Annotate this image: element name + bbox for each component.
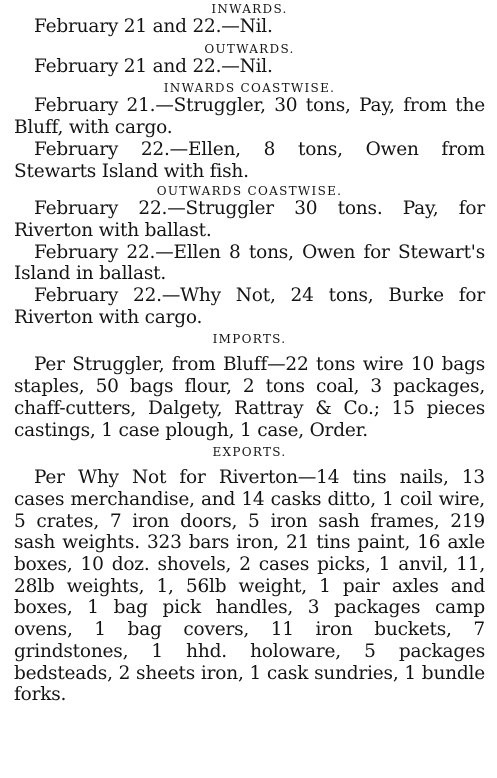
inwards-entry: February 21 and 22.—Nil. xyxy=(34,16,273,37)
inwards-coastwise-entry: February 21.—Struggler, 30 tons, Pay, from the Bluff, with cargo. xyxy=(14,95,485,139)
exports-heading: EXPORTS. xyxy=(212,445,287,460)
outwards-coastwise-entry: February 22.—Why Not, 24 tons, Burke for Riverton with cargo. xyxy=(14,285,485,328)
inwards-coastwise-heading: INWARDS COASTWISE. xyxy=(163,81,336,96)
inwards-heading: INWARDS. xyxy=(211,2,288,16)
imports-heading: IMPORTS. xyxy=(212,332,287,347)
exports-entry: Per Why Not for Riverton—14 tins nails, 13 cases merchandise, and 14 casks ditto, 1 coil wire, 5 crates, 7 iron doors, 5 iron sash frames, 219 sash weights. 323 bars iron, 21 tins paint, 16 axle boxes, 10 doz. shovels, 2 cases picks, 1 anvil, 11, 28lb weights, 1, 56lb weight, 1 pair axles and boxes, 1 bag pick handles, 3 packages camp ovens, 1 bag covers, 11 iron buckets, 7 grindstones, 1 hhd. holoware, 5 packages bedsteads, 2 sheets iron, 1 cask sundries, 1 bundle forks. xyxy=(14,467,485,706)
inwards-coastwise-entry: February 22.—Ellen, 8 tons, Owen from Stewarts Island with fish. xyxy=(14,138,485,182)
outwards-coastwise-entry: February 22.—Struggler 30 tons. Pay, for Riverton with ballast. xyxy=(14,198,485,241)
outwards-coastwise-entry: February 22.—Ellen 8 tons, Owen for Stewart's Island in ballast. xyxy=(14,241,485,285)
outwards-coastwise-heading: OUTWARDS COASTWISE. xyxy=(156,184,343,199)
imports-entry: Per Struggler, from Bluff—22 tons wire 10 bags staples, 50 bags flour, 2 tons coal, 3 packages, chaff-cutters, Dalgety, Rattray & Co.; 15 pieces castings, 1 case plough, 1 case, Order. xyxy=(14,354,485,441)
outwards-heading: OUTWARDS. xyxy=(204,41,295,56)
outwards-entry: February 21 and 22.—Nil. xyxy=(34,55,273,77)
